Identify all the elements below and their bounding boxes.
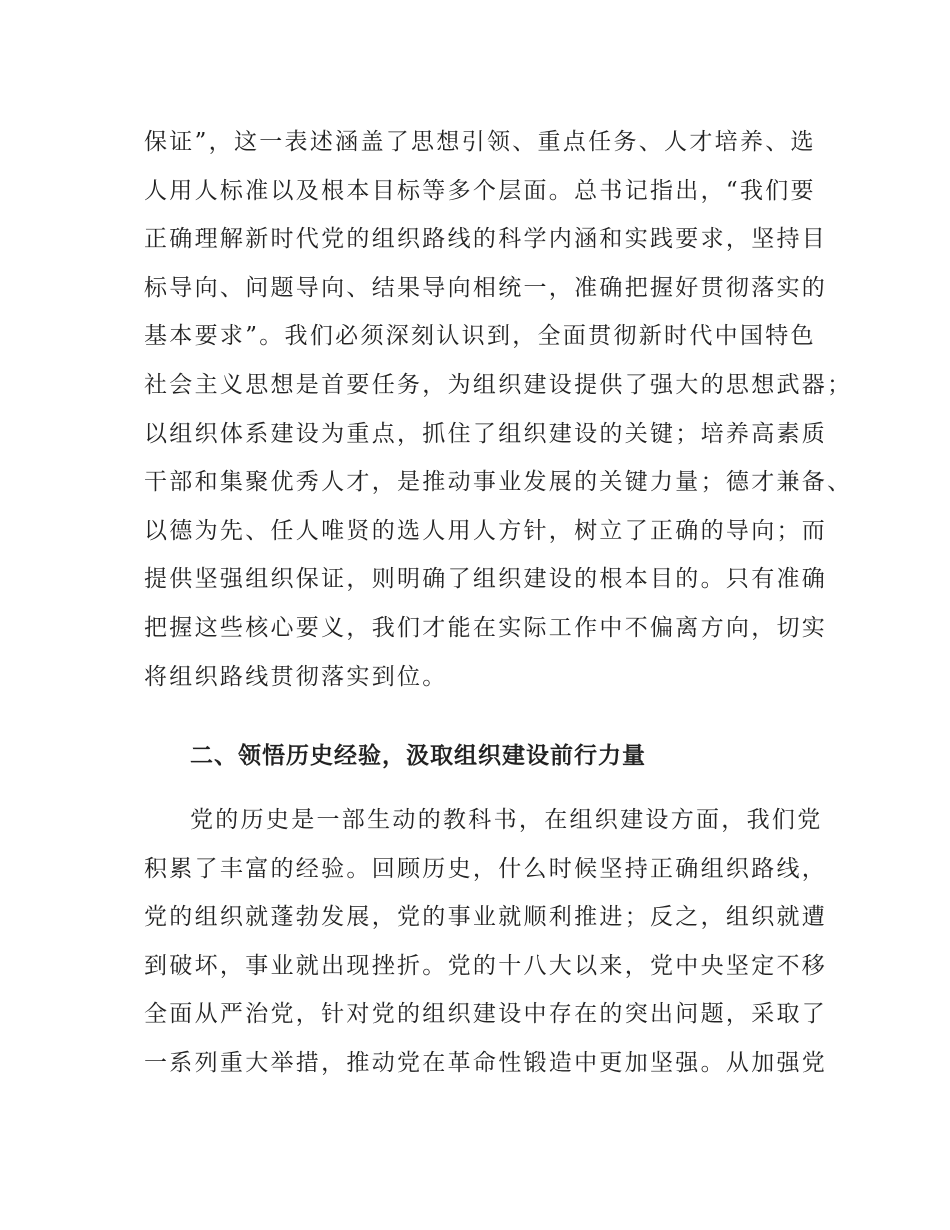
paragraph-line: 干部和集聚优秀人才，是推动事业发展的关键力量；德才兼备、 (144, 469, 853, 496)
paragraph-line: 全面从严治党，针对党的组织建设中存在的突出问题，采取了 (144, 1001, 828, 1028)
paragraph-line: 一系列重大举措，推动党在革命性锻造中更加坚强。从加强党 (144, 1049, 828, 1076)
paragraph-line: 标导向、问题导向、结果导向相统一，准确把握好贯彻落实的 (144, 274, 828, 301)
paragraph-line: 将组织路线贯彻落实到位。 (144, 663, 448, 690)
paragraph-line: 把握这些核心要义，我们才能在实际工作中不偏离方向，切实 (144, 614, 828, 641)
paragraph-line: 以组织体系建设为重点，抓住了组织建设的关键；培养高素质 (144, 420, 828, 447)
paragraph-line: 以德为先、任人唯贤的选人用人方针，树立了正确的导向；而 (144, 517, 828, 544)
paragraph-line: 正确理解新时代党的组织路线的科学内涵和实践要求，坚持目 (144, 226, 828, 253)
paragraph-line: 党的组织就蓬勃发展，党的事业就顺利推进；反之，组织就遭 (144, 904, 828, 931)
paragraph-1 (144, 118, 853, 701)
paragraph-line: 积累了丰富的经验。回顾历史，什么时候坚持正确组织路线， (144, 855, 828, 882)
paragraph-line: 人用人标准以及根本目标等多个层面。总书记指出，“我们要 (144, 177, 816, 204)
paragraph-line: 党的历史是一部生动的教科书，在组织建设方面，我们党 (190, 807, 823, 833)
section-heading: 二、领悟历史经验，汲取组织建设前行力量 (190, 743, 646, 769)
paragraph-line: 保证”，这一表述涵盖了思想引领、重点任务、人才培养、选 (144, 129, 816, 155)
paragraph-line: 提供坚强组织保证，则明确了组织建设的根本目的。只有准确 (144, 566, 828, 593)
paragraph-line: 社会主义思想是首要任务，为组织建设提供了强大的思想武器； (144, 371, 853, 398)
paragraph-line: 到破坏，事业就出现挫折。党的十八大以来，党中央坚定不移 (144, 952, 828, 979)
paragraph-line: 基本要求”。我们必须深刻认识到，全面贯彻新时代中国特色 (144, 323, 816, 350)
paragraph-2 (144, 796, 844, 1088)
